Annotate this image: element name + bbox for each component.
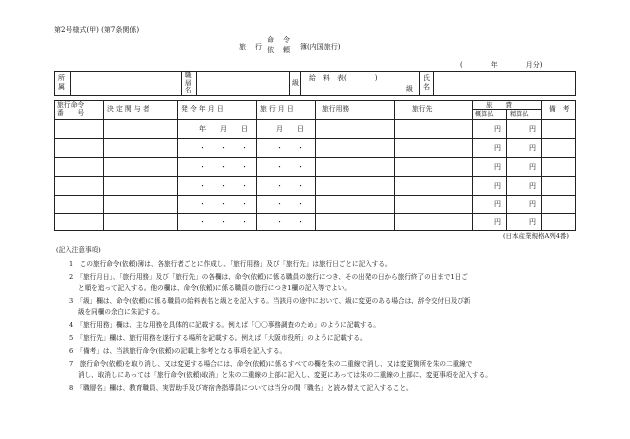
row-travel-date: ・ ・ bbox=[276, 218, 304, 226]
job-title-label: 職 層 名 bbox=[185, 71, 192, 94]
name-label: 氏 名 bbox=[423, 74, 430, 91]
row-settled: 円 bbox=[529, 163, 536, 171]
note-3-cont: 級を同欄の余白に朱記する。 bbox=[78, 308, 164, 316]
col-expenses: 旅 費 bbox=[486, 101, 512, 109]
note-4: 4 「旅行用務」欄は、主な用務を具体的に記載する。例えば「〇〇事務調査のため」のように記載する。 bbox=[69, 321, 380, 329]
row-settled: 円 bbox=[529, 182, 536, 190]
col-remarks: 備 考 bbox=[549, 105, 570, 113]
col-purpose: 旅行用務 bbox=[322, 105, 350, 113]
note-1: 1 この旅行命令(依頼)簿は、各旅行者ごとに作成し、「旅行用務」及び「旅行先」は旅行日ごとに記入する。 bbox=[69, 260, 392, 268]
row-settled: 円 bbox=[529, 125, 536, 133]
note-2-cont: と順を追って記入する。他の欄は、命令(依頼)に係る職員の旅行につき1欄の記入等でよい。 bbox=[78, 284, 351, 292]
row-estimated: 円 bbox=[494, 125, 501, 133]
row-order-date: ・ ・ ・ bbox=[199, 218, 248, 226]
note-3: 3 「級」欄は、命令(依頼)に係る職員の給料表名と級とを記入する。当該月の途中において、級に変更のある場合は、辞令交付日及び新 bbox=[69, 297, 471, 305]
col-order-date: 発 令 年 月 日 bbox=[181, 105, 224, 113]
row-order-date: ・ ・ ・ bbox=[199, 144, 248, 152]
row-order-date: ・ ・ ・ bbox=[199, 182, 248, 190]
form-id: 第2号様式(甲) (第7条関係) bbox=[54, 26, 140, 34]
col-travel-date: 旅 行 月 日 bbox=[260, 105, 294, 113]
col-approver: 決 定 関 与 者 bbox=[107, 105, 150, 113]
title-right: 簿(内国旅行) bbox=[300, 43, 341, 51]
affiliation-label: 所 属 bbox=[58, 74, 65, 91]
note-8: 8 「職層名」欄は、教育職員、実習助手及び寄宿舎指導員については当分の間「職名」と読み替えて記入すること。 bbox=[69, 384, 413, 392]
row-estimated: 円 bbox=[494, 200, 501, 208]
row-travel-date: ・ ・ bbox=[276, 144, 304, 152]
title-top: 命 令 bbox=[267, 36, 291, 44]
paper-size: (日本産業規格A列4番) bbox=[503, 232, 569, 240]
title-bottom: 依 頼 bbox=[267, 46, 291, 54]
title-left: 旅 行 bbox=[239, 43, 263, 51]
grade-label: 級 bbox=[292, 79, 299, 87]
row-travel-date: ・ ・ bbox=[276, 182, 304, 190]
notes-title: (記入注意事項) bbox=[56, 246, 101, 254]
note-2: 2 「旅行月日」、「旅行用務」及び「旅行先」の各欄は、命令(依頼)に係る職員の旅行につき、その出発の日から旅行終了の日まで1日ご bbox=[69, 273, 468, 281]
row-travel-date: 月 日 bbox=[276, 125, 304, 133]
col-order-no: 旅行命令 番 号 bbox=[57, 101, 85, 117]
row-travel-date: ・ ・ bbox=[276, 163, 304, 171]
note-5: 5 「旅行先」欄は、旅行用務を遂行する場所を記載する。例えば「大阪市役所」のように記載する。 bbox=[69, 334, 367, 342]
row-order-date: 年 月 日 bbox=[199, 125, 248, 133]
col-estimated: 概算払 bbox=[475, 111, 494, 118]
row-settled: 円 bbox=[529, 200, 536, 208]
col-settled: 精算払 bbox=[510, 111, 529, 118]
row-settled: 円 bbox=[529, 218, 536, 226]
date-line: ( 年 月分) bbox=[460, 61, 543, 69]
row-estimated: 円 bbox=[494, 218, 501, 226]
row-estimated: 円 bbox=[494, 144, 501, 152]
row-order-date: ・ ・ ・ bbox=[199, 163, 248, 171]
col-destination: 旅行先 bbox=[412, 105, 433, 113]
note-7: 7 旅行命令(依頼)を取り消し、又は変更する場合には、命令(依頼)に係るすべての欄を朱の二重線で消し、又は変更箇所を朱の二重線で bbox=[69, 360, 473, 368]
row-estimated: 円 bbox=[494, 182, 501, 190]
salary-label: 給 料 表( ) bbox=[309, 74, 378, 82]
note-7-cont: 消し、取消しにあっては「旅行命令(依頼)取消」と朱の二重線の上部に記入し、変更にあっては朱の二重線の上部に、変更事項を記入する。 bbox=[78, 371, 492, 379]
row-settled: 円 bbox=[529, 144, 536, 152]
row-estimated: 円 bbox=[494, 163, 501, 171]
row-travel-date: ・ ・ bbox=[276, 200, 304, 208]
grade-value-label: 級 bbox=[406, 85, 413, 93]
note-6: 6 「備考」は、当該旅行命令(依頼)の記載上参考となる事項を記入する。 bbox=[69, 347, 287, 355]
row-order-date: ・ ・ ・ bbox=[199, 200, 248, 208]
